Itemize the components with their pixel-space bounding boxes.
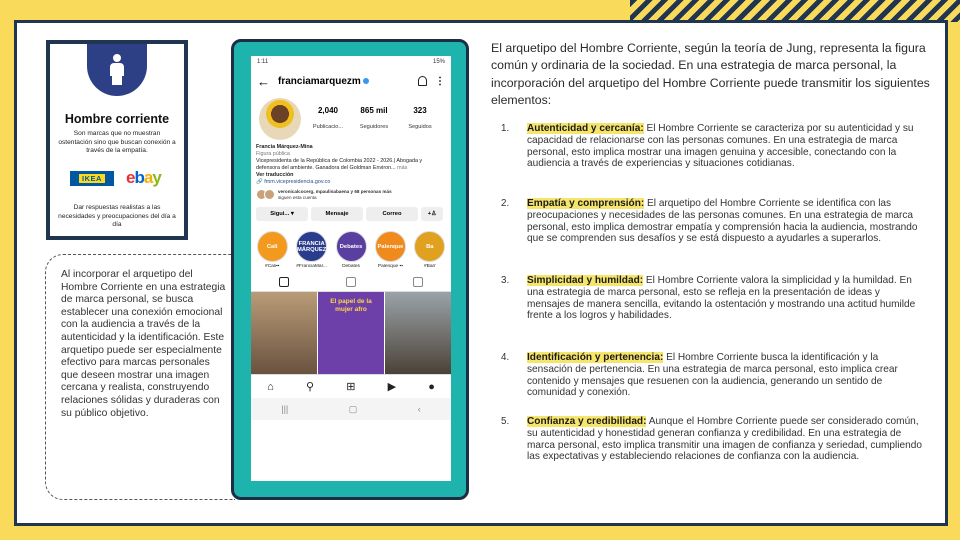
ikea-logo: IKEA [70,171,114,186]
followed-by[interactable]: veronicalcocerg, mpaulinabaena y 68 personas más siguen esta cuenta [251,186,451,203]
bottom-navigation [251,374,451,398]
stat-following[interactable]: 323 Seguidos [408,106,432,130]
avatar[interactable] [259,98,301,140]
item-heading: Autenticidad y cercanía: [527,123,644,134]
highlight-item[interactable]: Debates Debates [335,231,367,269]
posts-grid [251,292,451,374]
bio-category: Figura pública [256,151,290,157]
verified-icon [363,78,369,84]
back-icon[interactable]: ‹ [417,404,421,415]
suggest-user-button[interactable]: +♙ [421,207,443,221]
highlight-item[interactable]: Ba #Barr [414,231,446,269]
infographic-title: Hombre corriente [64,112,170,126]
stat-posts[interactable]: 2,040 Publicacio... [312,106,344,130]
ebay-logo: ebay [126,168,161,187]
home-icon[interactable]: ⌂ [267,380,274,393]
item-heading: Simplicidad y humildad: [527,275,644,286]
reels-tab-icon[interactable] [346,277,356,287]
system-navigation [251,398,451,420]
infographic-description: Son marcas que no muestran ostentación sino que buscan conexión a través de la empatía. [58,130,176,155]
following-button[interactable]: Sigui... ▾ [256,207,308,221]
email-button[interactable]: Correo [366,207,418,221]
list-item: 5. Confianza y credibilidad: Aunque el Hombre Corriente puede ser considerado común, su autenticidad y honestidad generan confianza y credibilidad. En una estrategia de marca personal, esto implica transmitir una imagen de confianza y seriedad, cumpliendo las expectativas y estableciendo relaciones de confianza con la audiencia. [501,416,922,463]
list-item: 3. Simplicidad y humildad: El Hombre Corriente valora la simplicidad y la humildad. En una estrategia de marca personal, esto se refleja en la presentación de ideas y mensajes de manera sencilla, evitando la ostentación y mostrando una actitud humilde frente a los logros y habilidades. [501,275,916,322]
person-icon [110,54,124,84]
bio-website-link[interactable]: 🔗 fmm.vicepresidencia.gov.co [256,179,331,185]
profile-bio [251,144,451,186]
post-thumbnail[interactable]: El papel de la mujer afro [318,292,384,374]
back-arrow-icon[interactable]: ← [257,73,270,89]
bell-icon[interactable] [418,76,427,86]
hombre-corriente-infographic [46,40,188,240]
profile-header [251,68,451,94]
story-highlights [251,225,451,269]
profile-tabs [251,269,451,292]
stat-followers[interactable]: 865 mil Seguidores [359,106,389,130]
highlight-item[interactable]: Cali #Cali▪▪ [256,231,288,269]
reels-icon[interactable]: ▶ [387,381,397,394]
item-heading: Empatía y comprensión: [527,198,645,209]
profile-icon[interactable]: ● [428,380,435,393]
highlight-item[interactable]: FRANCIA MÁRQUEZ #FranciaMár... [295,231,327,269]
profile-username: franciamarquezm [278,76,410,87]
bio-translate-link[interactable]: Ver traducción [256,172,294,178]
bio-more-link[interactable]: más [397,165,408,171]
bio-name: Francia Márquez-Mina [256,144,313,150]
grid-icon[interactable] [279,277,289,287]
infographic-footer: Dar respuestas realistas a las necesidades y preocupaciones del día a día [58,204,176,229]
highlight-item[interactable]: Palenque Palenque ▪▪ [374,231,406,269]
status-battery: 15% [432,59,445,65]
status-bar [251,56,451,68]
list-item: 1. Autenticidad y cercanía: El Hombre Corriente se caracteriza por su autenticidad y su capacidad de relacionarse con las personas comunes. En una estrategia de marca personal, esto implica mostrar una imagen genuina y accesible, conectando con la audiencia a través de experiencias y situaciones cotidianas. [501,123,914,170]
summary-box [45,254,235,500]
decorative-stripes [630,0,960,22]
tagged-icon[interactable] [413,277,423,287]
profile-summary [251,94,451,144]
list-item: 2. Empatía y comprensión: El arquetipo del Hombre Corriente se identifica con las preocupaciones y necesidades de las personas comunes. En una estrategia de marca personal, esto implica demostrar empatía y comprensión hacia la audiencia, mostrando que se comprenden sus desafíos y se está dispuesto a ayudarles a superarlos. [501,198,918,245]
profile-actions [251,203,451,225]
intro-paragraph: El arquetipo del Hombre Corriente, según la teoría de Jung, representa la figura común y ordinaria de la sociedad. En una estrategia de marca personal, la incorporación del arquetipo del Hombre Corriente puede transmitir los siguientes elementos: [491,41,930,107]
post-thumbnail[interactable] [385,292,451,374]
post-thumbnail[interactable] [251,292,317,374]
summary-text: Al incorporar el arquetipo del Hombre Corriente en una estrategia de marca personal, se busca establecer una conexión emocional con la audiencia a través de la autenticidad y la identificación. Este arquetipo puede ser especialmente efectivo para marcas personales que deseen mostrar una imagen cercana y realista, construyendo relaciones sólidas y duraderas con su público objetivo. [61,269,226,419]
phone-mockup [231,39,469,500]
list-item: 4. Identificación y pertenencia: El Hombre Corriente busca la identificación y la sensación de pertenencia. En una estrategia de marca personal, esto implica crear contenido y mensajes que resuenen con la audiencia, generando un sentido de comunidad y conexión. [501,352,898,399]
message-button[interactable]: Mensaje [311,207,363,221]
recents-icon[interactable]: ||| [281,404,289,415]
more-options-icon[interactable]: ⋮ [435,75,445,87]
instagram-screen [251,56,451,481]
status-time: 1:11 [257,59,269,65]
item-heading: Confianza y credibilidad: [527,416,647,427]
add-icon[interactable]: ⊞ [346,381,356,394]
bio-text: Vicepresidenta de la República de Colombia 2022 - 2026.| Abogada y defensora del ambiente. Ganadora del Goldman Environ... más [256,158,423,171]
follower-avatar [264,189,275,200]
home-button-icon[interactable]: ▢ [348,403,358,414]
item-heading: Identificación y pertenencia: [527,352,664,363]
search-icon[interactable]: ⚲ [305,381,314,394]
person-badge [87,44,147,96]
